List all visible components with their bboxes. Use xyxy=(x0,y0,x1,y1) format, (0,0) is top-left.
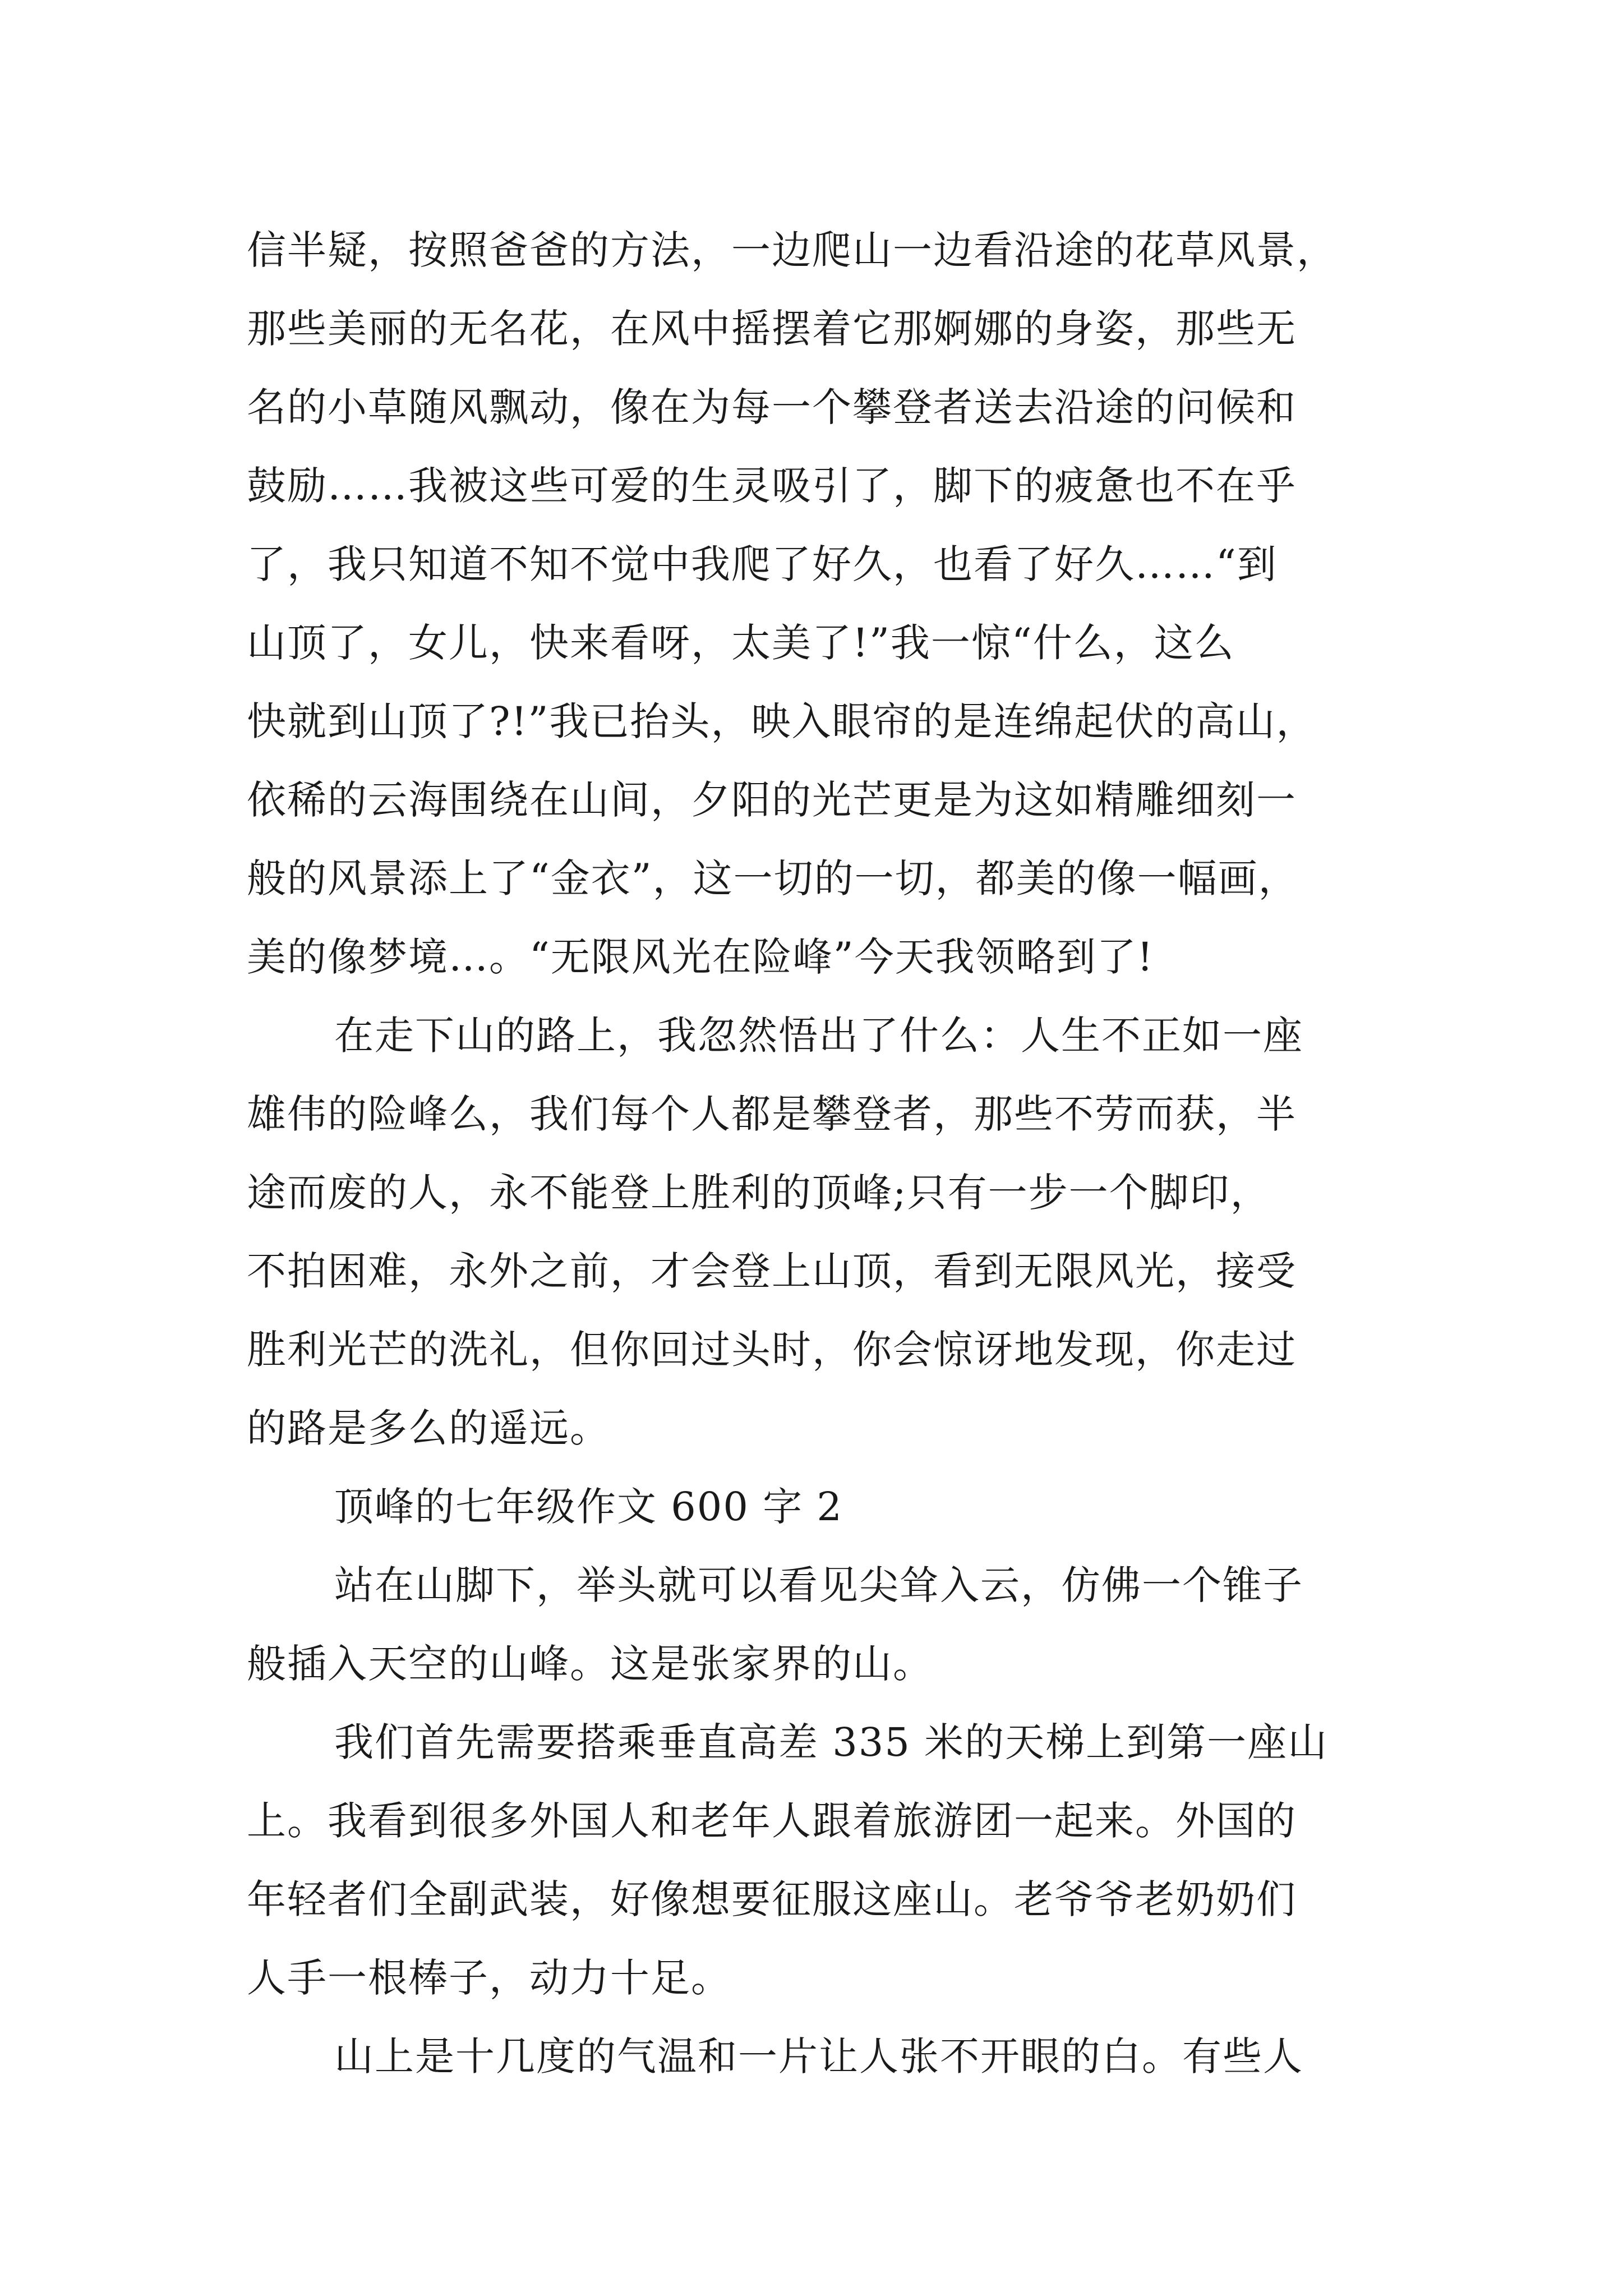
text-line: 名的小草随风飘动，像在为每一个攀登者送去沿途的问候和 xyxy=(247,384,1297,430)
text-line: 了，我只知道不知不觉中我爬了好久，也看了好久……“到 xyxy=(247,541,1278,587)
text-line: 雄伟的险峰么，我们每个人都是攀登者，那些不劳而获，半 xyxy=(247,1091,1297,1137)
text-line: 途而废的人，永不能登上胜利的顶峰;只有一步一个脚印， xyxy=(247,1170,1271,1216)
text-line: 不拍困难，永外之前，才会登上山顶，看到无限风光，接受 xyxy=(247,1248,1297,1294)
text-line: 依稀的云海围绕在山间，夕阳的光芒更是为这如精雕细刻一 xyxy=(247,777,1297,823)
text-line: 鼓励……我被这些可爱的生灵吸引了，脚下的疲惫也不在乎 xyxy=(247,463,1297,509)
paragraph-first-line: 站在山脚下，举头就可以看见尖耸入云，仿佛一个锥子 xyxy=(334,1562,1303,1608)
text-line: 般的风景添上了“金衣”，这一切的一切，都美的像一幅画， xyxy=(247,855,1299,901)
text-line: 美的像梦境…。“无限风光在险峰”今天我领略到了! xyxy=(247,934,1154,980)
paragraph-first-line: 我们首先需要搭乘垂直高差 335 米的天梯上到第一座山 xyxy=(334,1719,1329,1765)
section-heading: 顶峰的七年级作文 600 字 2 xyxy=(334,1484,843,1530)
document-body xyxy=(247,211,1385,2096)
paragraph-first-line: 在走下山的路上，我忽然悟出了什么：人生不正如一座 xyxy=(334,1013,1303,1059)
paragraph-first-line: 山上是十几度的气温和一片让人张不开眼的白。有些人 xyxy=(334,2033,1303,2079)
text-line: 人手一根棒子，动力十足。 xyxy=(247,1955,731,2001)
text-line: 上。我看到很多外国人和老年人跟着旅游团一起来。外国的 xyxy=(247,1798,1297,1844)
text-line: 那些美丽的无名花，在风中摇摆着它那婀娜的身姿，那些无 xyxy=(247,306,1297,352)
text-line: 山顶了，女儿，快来看呀，太美了!”我一惊“什么，这么 xyxy=(247,620,1235,666)
text-line: 的路是多么的遥远。 xyxy=(247,1405,610,1451)
text-line: 年轻者们全副武装，好像想要征服这座山。老爷爷老奶奶们 xyxy=(247,1876,1297,1922)
text-line: 信半疑，按照爸爸的方法，一边爬山一边看沿途的花草风景， xyxy=(247,227,1337,273)
text-line: 胜利光芒的洗礼，但你回过头时，你会惊讶地发现，你走过 xyxy=(247,1327,1297,1373)
text-line: 般插入天空的山峰。这是张家界的山。 xyxy=(247,1641,933,1687)
text-line: 快就到山顶了?!”我已抬头，映入眼帘的是连绵起伏的高山， xyxy=(247,698,1317,744)
